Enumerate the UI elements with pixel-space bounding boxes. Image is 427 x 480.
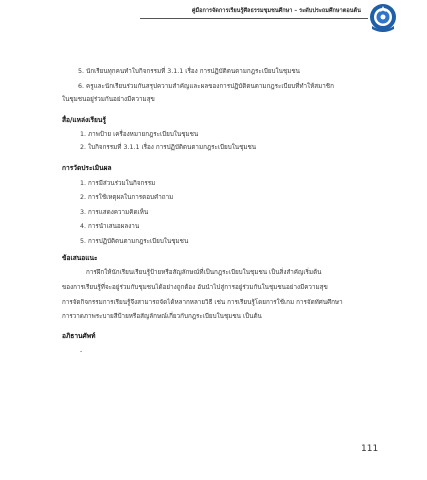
- assessment-item: 4. การนำเสนอผลงาน: [80, 223, 140, 230]
- glossary-heading: อภิธานศัพท์: [62, 332, 96, 340]
- activity-item-6-continued: ในชุมชนอยู่ร่วมกันอย่างมีความสุข: [62, 96, 155, 103]
- assessment-item: 2. การใช้เหตุผลในการตอบคำถาม: [80, 194, 174, 201]
- glossary-content: -: [80, 348, 83, 355]
- activity-item-6: 6. ครูและนักเรียนร่วมกันสรุปความสำคัญและผลของการปฏิบัติตนตามกฎระเบียบที่ทำให้สมาชิก: [78, 83, 334, 90]
- assessment-heading: การวัดประเมินผล: [62, 164, 112, 172]
- assessment-item: 1. การมีส่วนร่วมในกิจกรรม: [80, 180, 156, 187]
- suggestion-line: การจัดกิจกรรมการเรียนรู้จึงสามารถจัดได้หลากหลายวิธี เช่น การเรียนรู้โดยการใช้เกม การจัดทัศนศึกษา: [62, 299, 343, 306]
- institution-logo-icon: [367, 2, 399, 32]
- header-title: คู่มือการจัดการเรียนรู้ศีลธรรมชุมชนศึกษา – ระดับประถมศึกษาตอนต้น: [191, 8, 361, 14]
- media-item: 1. ภาพป้าย เครื่องหมายกฎระเบียบในชุมชน: [80, 131, 199, 138]
- suggestion-line: การวาดภาพระบายสีป้ายหรือสัญลักษณ์เกี่ยวกับกฎระเบียบในชุมชน เป็นต้น: [62, 313, 262, 320]
- header-rule: [140, 18, 368, 19]
- assessment-item: 5. การปฏิบัติตนตามกฎระเบียบในชุมชน: [80, 238, 189, 245]
- suggestion-heading: ข้อเสนอแนะ: [62, 254, 98, 262]
- page-number: 111: [361, 444, 379, 454]
- activity-item-5: 5. นักเรียนทุกคนทำใบกิจกรรมที่ 3.1.1 เรื่อง การปฏิบัติตนตามกฎระเบียบในชุมชน: [78, 68, 300, 75]
- suggestion-line: การฝึกให้นักเรียนเรียนรู้ป้ายหรือสัญลักษณ์ที่เป็นกฎระเบียบในชุมชน เป็นสิ่งสำคัญเริ่มต้น: [86, 269, 322, 276]
- assessment-item: 3. การแสดงความคิดเห็น: [80, 209, 149, 216]
- media-heading: สื่อ/แหล่งเรียนรู้: [62, 116, 106, 124]
- suggestion-line: ของการเรียนรู้ที่จะอยู่ร่วมกับชุมชนได้อย่างถูกต้อง อันนำไปสู่การอยู่ร่วมกันในชุมชนอย่างมีความสุข: [62, 284, 328, 291]
- media-item: 2. ใบกิจกรรมที่ 3.1.1 เรื่อง การปฏิบัติตนตามกฎระเบียบในชุมชน: [80, 144, 257, 151]
